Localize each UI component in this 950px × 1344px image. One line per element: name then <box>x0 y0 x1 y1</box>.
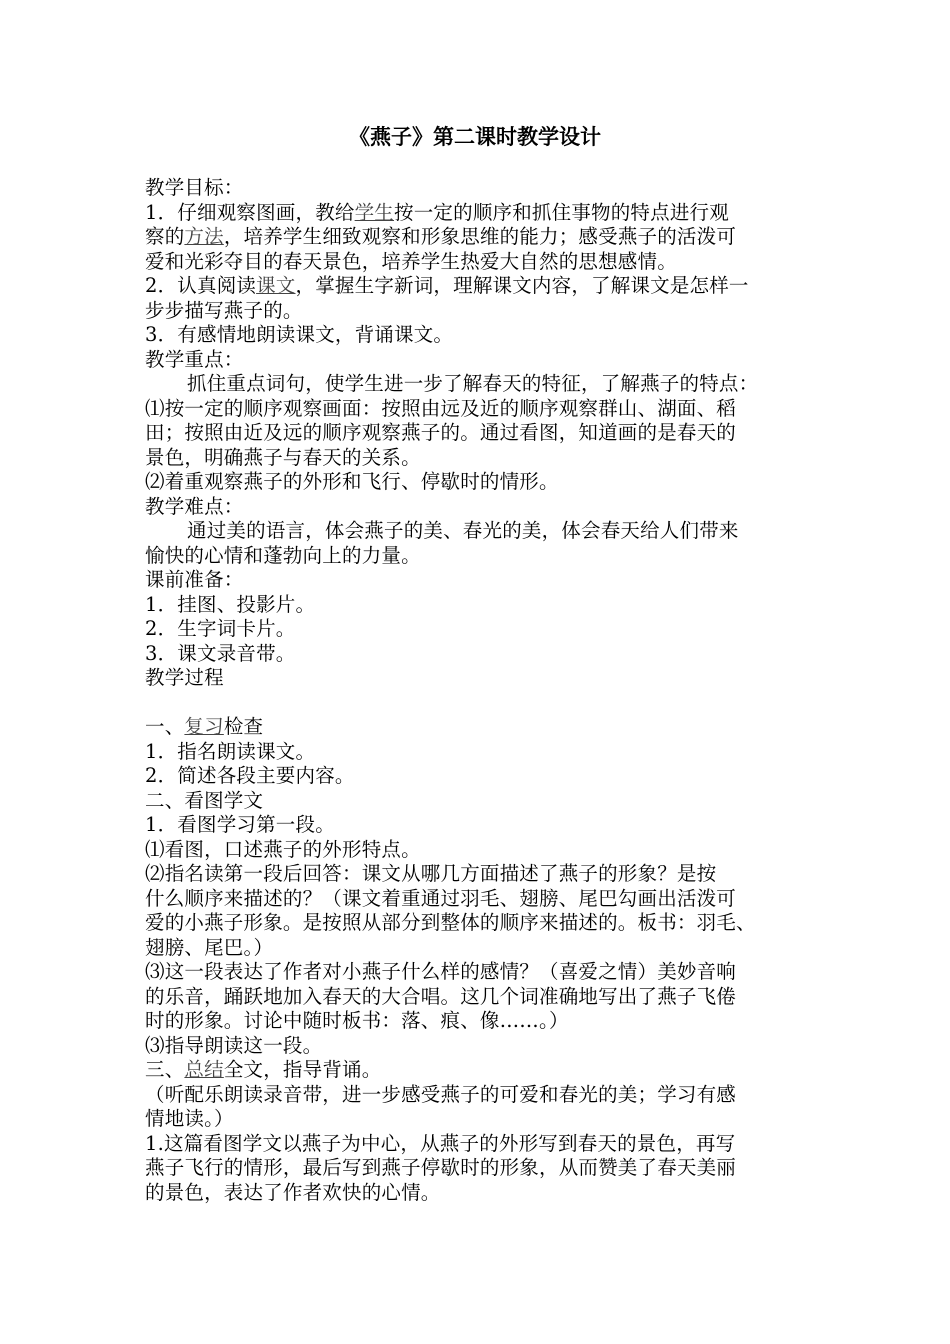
text-line: 爱和光彩夺目的春天景色，培养学生热爱大自然的思想感情。 <box>145 249 677 273</box>
inline-link[interactable]: 课文 <box>256 274 296 297</box>
text-line: 景色，明确燕子与春天的关系。 <box>145 445 421 469</box>
text-line: 燕子飞行的情形，最后写到燕子停歇时的形象，从而赞美了春天美丽 <box>145 1156 737 1179</box>
text-segment: 1．仔细观察图画，教给 <box>145 200 355 224</box>
text-line: 2．简述各段主要内容。 <box>145 764 355 787</box>
text-line: ⑵着重观察燕子的外形和飞行、停歇时的情形。 <box>145 470 559 493</box>
text-line: 3．课文录音带。 <box>145 641 296 665</box>
text-line: 抓住重点词句，使学生进一步了解春天的特征，了解燕子的特点： <box>187 372 759 395</box>
text-line: 课前准备： <box>145 568 244 591</box>
text-line: 的景色，表达了作者欢快的心情。 <box>145 1180 441 1204</box>
text-line: ⑴按一定的顺序观察画面：按照由远及近的顺序观察群山、湖面、稻 <box>145 396 737 420</box>
text-segment: 检查 <box>223 715 264 738</box>
text-line <box>145 225 815 250</box>
text-line <box>145 715 815 740</box>
text-line: ⑶指导朗读这一段。 <box>145 1033 323 1057</box>
text-segment: 2．认真阅读 <box>145 274 257 297</box>
text-segment: 三、 <box>145 1058 185 1081</box>
inline-link[interactable]: 方法 <box>184 225 224 248</box>
text-segment: 按一定的顺序和抓住事物的特点进行观 <box>394 200 729 224</box>
text-line: 愉快的心情和蓬勃向上的力量。 <box>145 543 421 567</box>
text-line <box>145 201 815 226</box>
text-line: 什么顺序来描述的？（课文着重通过羽毛、翅膀、尾巴勾画出活泼可 <box>145 886 737 910</box>
inline-link[interactable]: 学生 <box>354 200 395 224</box>
text-line: 教学目标： <box>145 176 244 199</box>
text-line: 教学难点： <box>145 494 244 518</box>
text-line: 步步描写燕子的。 <box>145 298 303 322</box>
text-line <box>145 1058 815 1083</box>
text-segment: 全文，指导背诵。 <box>223 1058 382 1081</box>
blank-line <box>145 691 815 716</box>
text-line: 爱的小燕子形象。是按照从部分到整体的顺序来描述的。板书：羽毛、 <box>145 911 756 934</box>
text-line: 1.这篇看图学文以燕子为中心，从燕子的外形写到春天的景色，再写 <box>145 1131 736 1155</box>
text-line: ⑶这一段表达了作者对小燕子什么样的感情？（喜爱之情）美妙音响 <box>145 960 737 983</box>
text-line: 田；按照由近及远的顺序观察燕子的。通过看图，知道画的是春天的 <box>145 421 737 444</box>
inline-link[interactable]: 总结 <box>184 1058 224 1081</box>
text-segment: 一、 <box>145 715 185 738</box>
text-line: 的乐音，踊跃地加入春天的大合唱。这几个词准确地写出了燕子飞倦 <box>145 984 737 1008</box>
document-title: 《燕子》第二课时教学设计 <box>349 125 601 149</box>
document-body <box>145 176 815 1205</box>
text-line: 2．生字词卡片。 <box>145 617 296 640</box>
text-line: 情地读。） <box>145 1107 234 1130</box>
inline-link[interactable]: 复习 <box>184 715 224 738</box>
text-line: ⑵指名读第一段后回答：课文从哪几方面描述了燕子的形象？是按 <box>145 862 717 885</box>
text-line: 1．挂图、投影片。 <box>145 592 316 616</box>
text-line: 3．有感情地朗读课文，背诵课文。 <box>145 323 454 346</box>
text-line: 1．指名朗读课文。 <box>145 739 316 763</box>
text-segment: ，培养学生细致观察和形象思维的能力；感受燕子的活泼可 <box>223 225 737 248</box>
text-line: 教学重点： <box>145 347 244 371</box>
text-line: 时的形象。讨论中随时板书：落、痕、像……。） <box>145 1009 569 1032</box>
text-line: 通过美的语言，体会燕子的美、春光的美，体会春天给人们带来 <box>187 519 739 542</box>
text-line: 1．看图学习第一段。 <box>145 813 335 836</box>
text-segment: ，掌握生字新词，理解课文内容，了解课文是怎样一 <box>295 274 749 297</box>
text-line: 翅膀、尾巴。） <box>145 935 274 959</box>
text-line <box>145 274 815 299</box>
text-line: ⑴看图，口述燕子的外形特点。 <box>145 837 421 861</box>
text-segment: 察的 <box>145 225 185 248</box>
text-line: 二、看图学文 <box>145 788 264 812</box>
text-line: （听配乐朗读录音带，进一步感受燕子的可爱和春光的美；学习有感 <box>145 1082 737 1106</box>
text-line: 教学过程 <box>145 666 224 689</box>
